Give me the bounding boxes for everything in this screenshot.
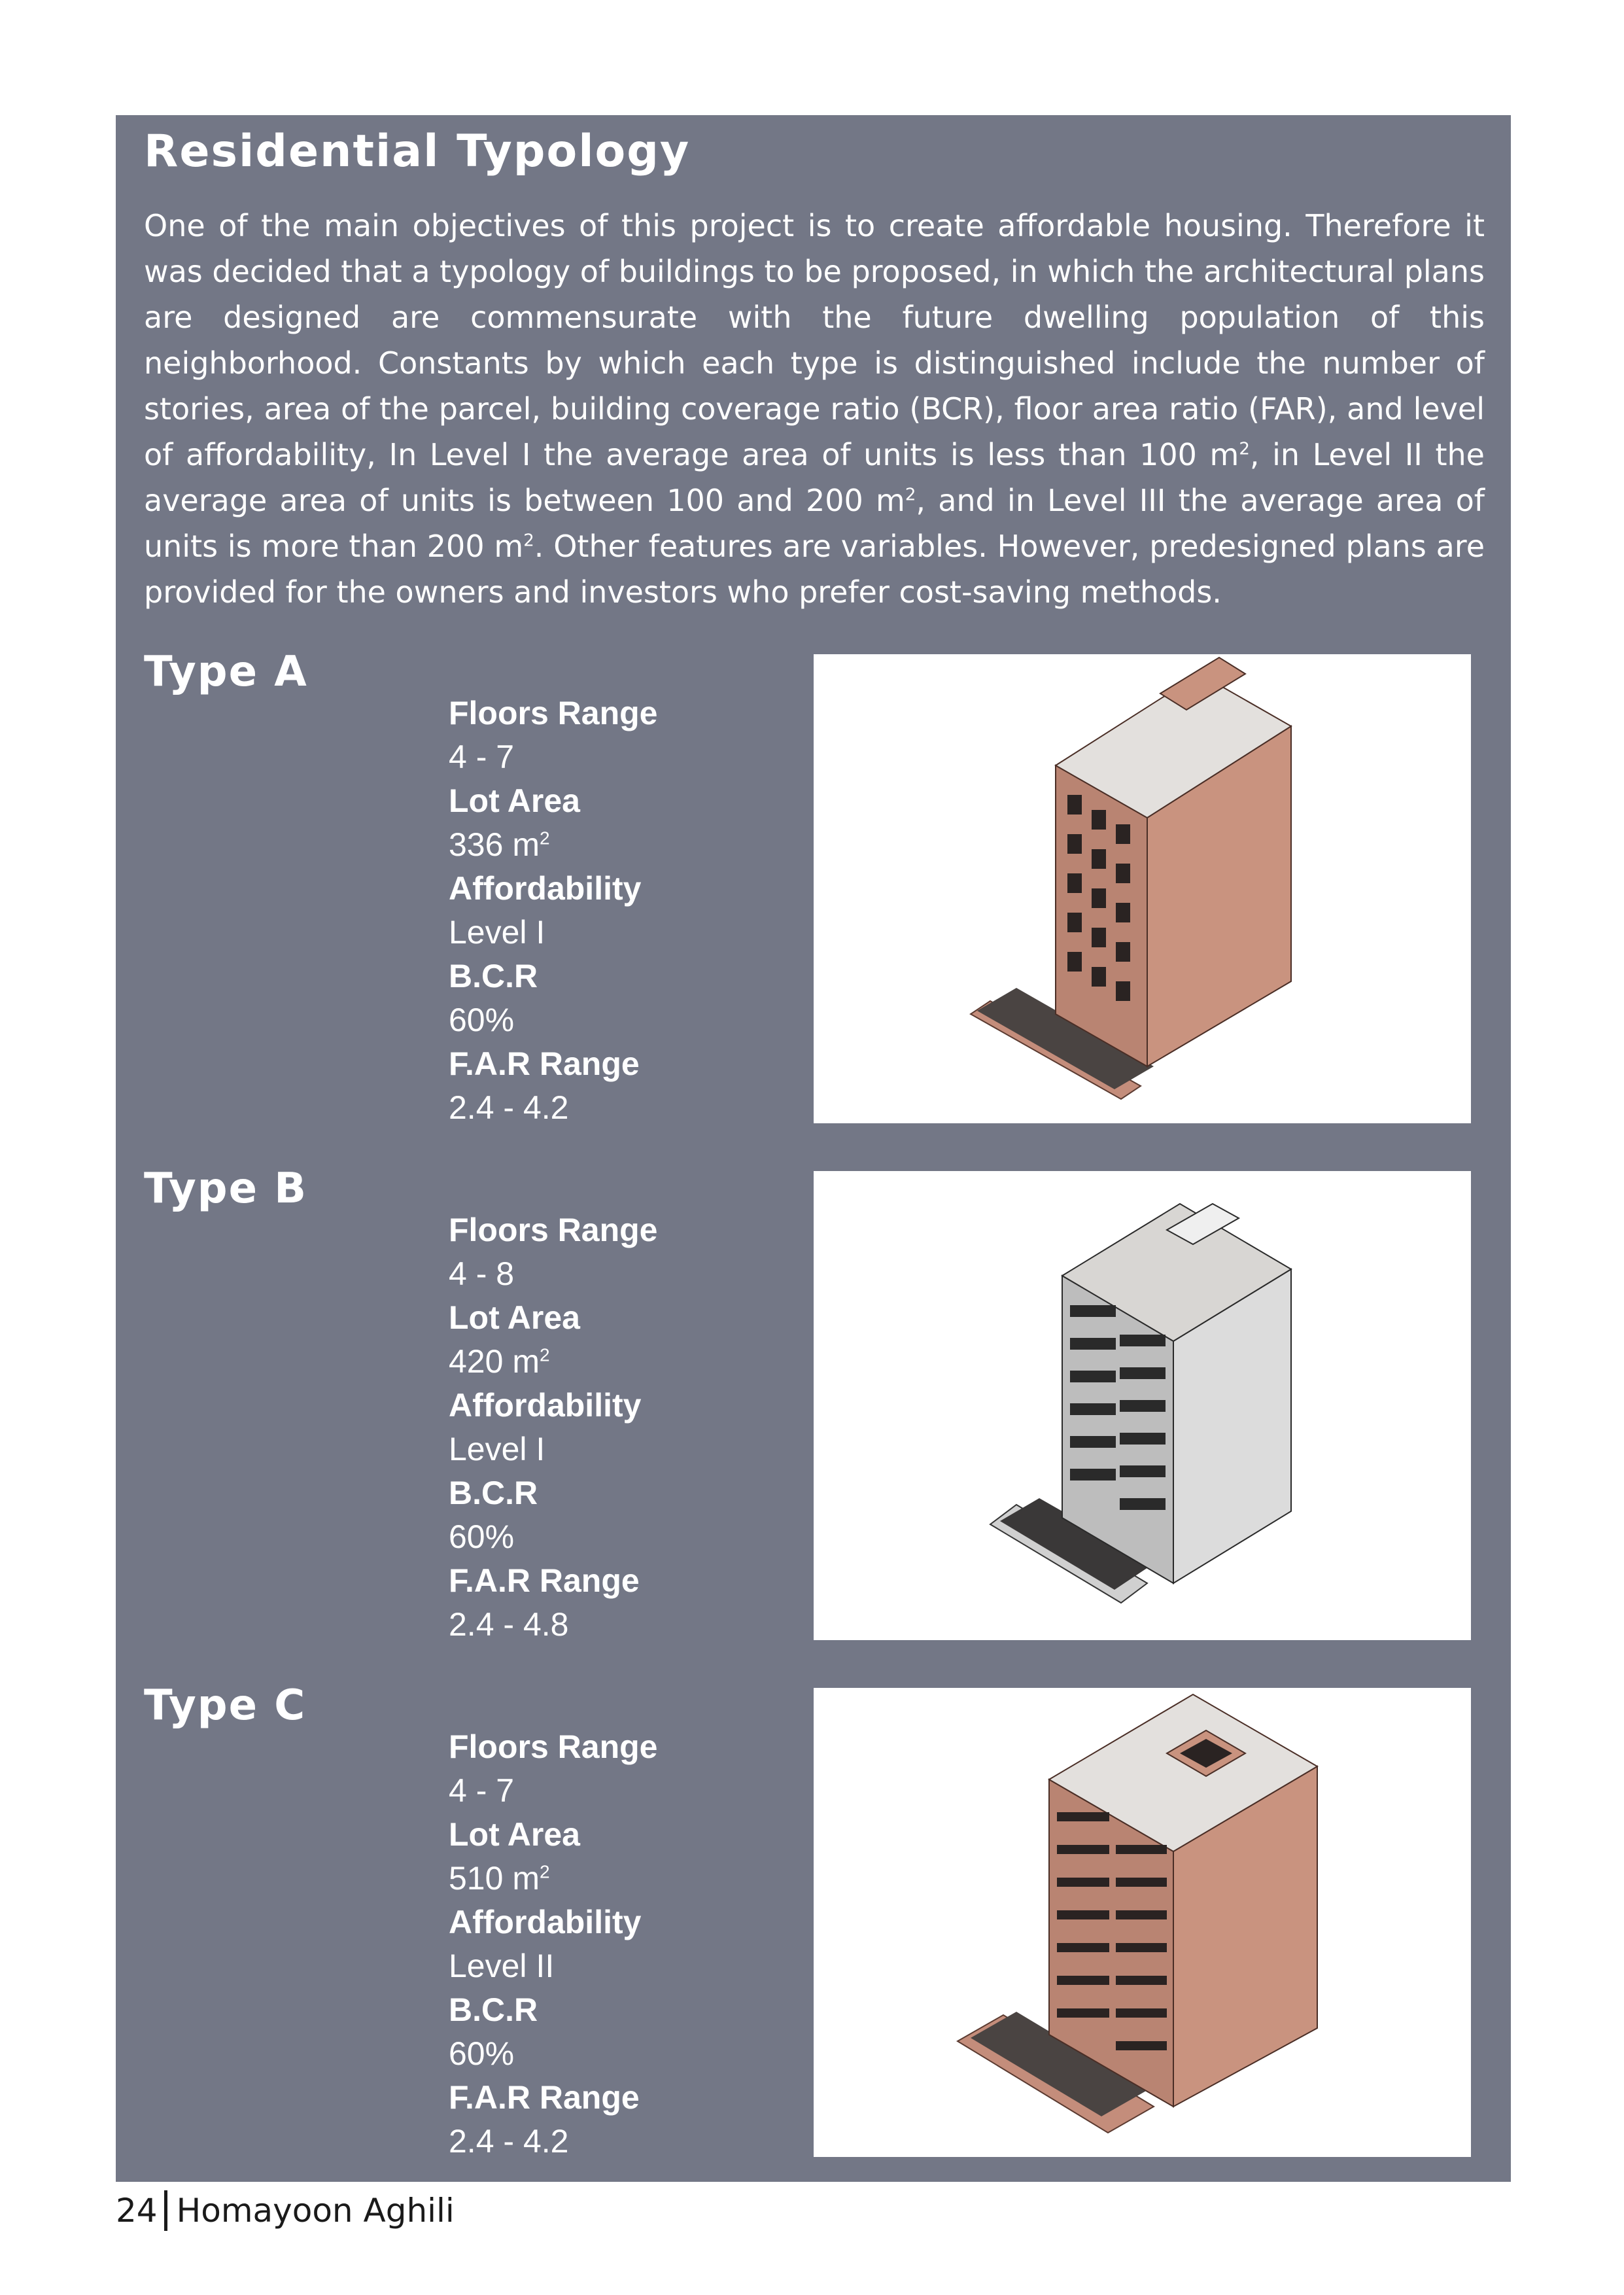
far-range-label: F.A.R Range — [449, 1045, 640, 1082]
affordability-value: Level I — [449, 1431, 545, 1467]
bcr-label: B.C.R — [449, 958, 538, 994]
bcr-label: B.C.R — [449, 1991, 538, 2028]
bcr-value: 60% — [449, 1518, 515, 1555]
intro-paragraph — [144, 203, 1485, 615]
type-b-specs — [449, 1208, 789, 1647]
lot-area-label: Lot Area — [449, 1299, 580, 1336]
intro-text-1: One of the main objectives of this project is to create affordable housing. Therefore it was decided that a typology of buildings to be proposed, in which the architectural plans are designed are commensurate with the future dwelling population of this neighborhood. Constants by which each type is distinguished include the number of stories, area of the parcel, building coverage ratio (BCR), floor area ratio (FAR), and level of affordability, In Level I the average area of units is less than 100 m — [144, 208, 1485, 472]
floors-range-value: 4 - 7 — [449, 1772, 515, 1809]
lot-area-label: Lot Area — [449, 1816, 580, 1853]
far-range-value: 2.4 - 4.8 — [449, 1606, 569, 1643]
affordability-value: Level II — [449, 1948, 555, 1984]
far-range-value: 2.4 - 4.2 — [449, 2123, 569, 2160]
type-b-title: Type B — [144, 1165, 308, 1213]
lot-area-number: 510 m — [449, 1860, 540, 1897]
lot-area-value — [449, 823, 789, 867]
affordability-label: Affordability — [449, 870, 642, 907]
bcr-label: B.C.R — [449, 1475, 538, 1511]
type-c-building-illustration — [814, 1688, 1471, 2157]
page-number: 24 — [116, 2192, 158, 2230]
unit-superscript: 2 — [539, 828, 550, 849]
far-range-label: F.A.R Range — [449, 2079, 640, 2116]
type-a-building-image — [814, 654, 1471, 1123]
type-b-building-image — [814, 1171, 1471, 1640]
page-footer — [116, 2190, 455, 2231]
footer-divider — [164, 2190, 167, 2231]
type-a-building-illustration — [814, 654, 1471, 1123]
floors-range-label: Floors Range — [449, 1212, 658, 1248]
lot-area-number: 336 m — [449, 826, 540, 863]
lot-area-number: 420 m — [449, 1343, 540, 1380]
intro-superscript: 2 — [1239, 439, 1250, 459]
lot-area-value — [449, 1857, 789, 1901]
floors-range-value: 4 - 7 — [449, 739, 515, 775]
unit-superscript: 2 — [539, 1344, 550, 1365]
far-range-value: 2.4 - 4.2 — [449, 1089, 569, 1126]
intro-text-3: , and in Level III the average area of units is more than 200 m — [144, 483, 1485, 564]
unit-superscript: 2 — [539, 1861, 550, 1882]
floors-range-label: Floors Range — [449, 695, 658, 731]
type-a-specs — [449, 692, 789, 1130]
affordability-label: Affordability — [449, 1387, 642, 1424]
intro-text-4: . Other features are variables. However, predesigned plans are provided for the owners and investors who prefer cost-saving methods. — [144, 529, 1485, 610]
bcr-value: 60% — [449, 2035, 515, 2072]
author-name: Homayoon Aghili — [176, 2192, 455, 2230]
type-c-specs — [449, 1725, 789, 2164]
intro-superscript: 2 — [523, 531, 534, 551]
bcr-value: 60% — [449, 1002, 515, 1038]
floors-range-label: Floors Range — [449, 1728, 658, 1765]
intro-text-2: , in Level II the average area of units is between 100 and 200 m — [144, 437, 1485, 518]
type-c-title: Type C — [144, 1681, 307, 1730]
floors-range-value: 4 - 8 — [449, 1255, 515, 1292]
lot-area-value — [449, 1340, 789, 1384]
intro-superscript: 2 — [905, 485, 916, 505]
type-b-building-illustration — [814, 1171, 1471, 1640]
page-title: Residential Typology — [144, 126, 691, 177]
affordability-value: Level I — [449, 914, 545, 951]
lot-area-label: Lot Area — [449, 782, 580, 819]
affordability-label: Affordability — [449, 1904, 642, 1940]
far-range-label: F.A.R Range — [449, 1562, 640, 1599]
type-c-building-image — [814, 1688, 1471, 2157]
type-a-title: Type A — [144, 648, 308, 696]
